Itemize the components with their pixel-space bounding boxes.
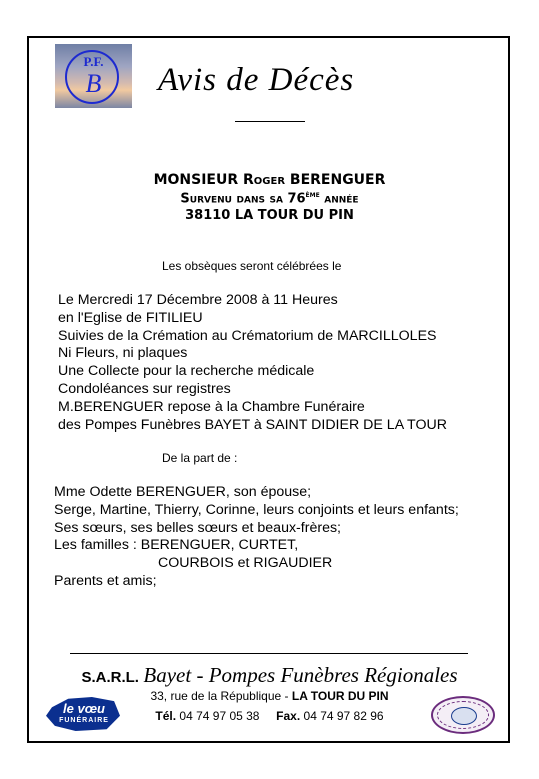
detail-line: Suivies de la Crémation au Crématorium de MARCILLOLES <box>58 327 437 344</box>
address-town: LA TOUR DU PIN <box>291 689 389 703</box>
detail-line: des Pompes Funèbres BAYET à SAINT DIDIER DE LA TOUR <box>58 416 447 433</box>
deceased-age <box>0 190 539 206</box>
deceased-city: 38110 LA TOUR DU PIN <box>185 208 354 223</box>
family-line: Mme Odette BERENGUER, son épouse; <box>54 484 312 500</box>
tel-number: 04 74 97 05 38 <box>179 709 260 723</box>
logo-monogram: B <box>85 69 102 98</box>
family-line: COURBOIS et RIGAUDIER <box>158 555 333 572</box>
age-prefix: Survenu dans sa 76 <box>180 191 306 207</box>
le-voeu-logo-sub: FUNÉRAIRE <box>59 717 109 724</box>
family-line: Parents et amis; <box>54 572 157 589</box>
detail-line: Ni Fleurs, ni plaques <box>58 345 188 362</box>
detail-line: Une Collecte pour la recherche médicale <box>58 363 315 380</box>
detail-line: Condoléances sur registres <box>58 380 231 397</box>
pf-logo <box>55 44 132 108</box>
logo-letters: P.F. <box>83 54 104 69</box>
age-suffix: année <box>319 191 359 207</box>
ceremony-details <box>58 292 447 434</box>
deceased-name: MONSIEUR Roger BERENGUER <box>153 172 386 188</box>
seal-logo <box>431 696 495 734</box>
detail-line: Le Mercredi 17 Décembre 2008 à 11 Heures <box>58 292 338 308</box>
family-list <box>54 484 459 591</box>
family-line: Serge, Martine, Thierry, Corinne, leurs conjoints et leurs enfants; <box>54 501 459 518</box>
le-voeu-logo-text: le vœu <box>63 701 105 716</box>
company-name: Bayet - Pompes Funèbres Régionales <box>143 663 458 687</box>
le-voeu-logo <box>46 697 120 731</box>
detail-line: en l'Eglise de FITILIEU <box>58 309 203 326</box>
obseques-intro: Les obsèques seront célébrées le <box>162 259 342 273</box>
seal-emblem-icon <box>451 707 477 725</box>
detail-line: M.BERENGUER repose à la Chambre Funéraire <box>58 398 365 415</box>
fax-label: Fax. <box>276 709 301 723</box>
fax-number: 04 74 97 82 96 <box>303 709 384 723</box>
part-de-label: De la part de : <box>162 451 238 465</box>
title-divider <box>235 121 305 122</box>
notice-title: Avis de Décès <box>158 62 355 98</box>
age-sup: ème <box>305 190 320 200</box>
family-line: Les familles : BERENGUER, CURTET, <box>54 537 299 554</box>
tel-label: Tél. <box>155 709 177 723</box>
address-street: 33, rue de la République - <box>150 689 292 703</box>
family-line: Ses sœurs, ses belles sœurs et beaux-frères; <box>54 519 341 536</box>
footer-divider <box>70 653 468 654</box>
company-line <box>0 663 539 688</box>
company-type: S.A.R.L. <box>81 669 139 686</box>
